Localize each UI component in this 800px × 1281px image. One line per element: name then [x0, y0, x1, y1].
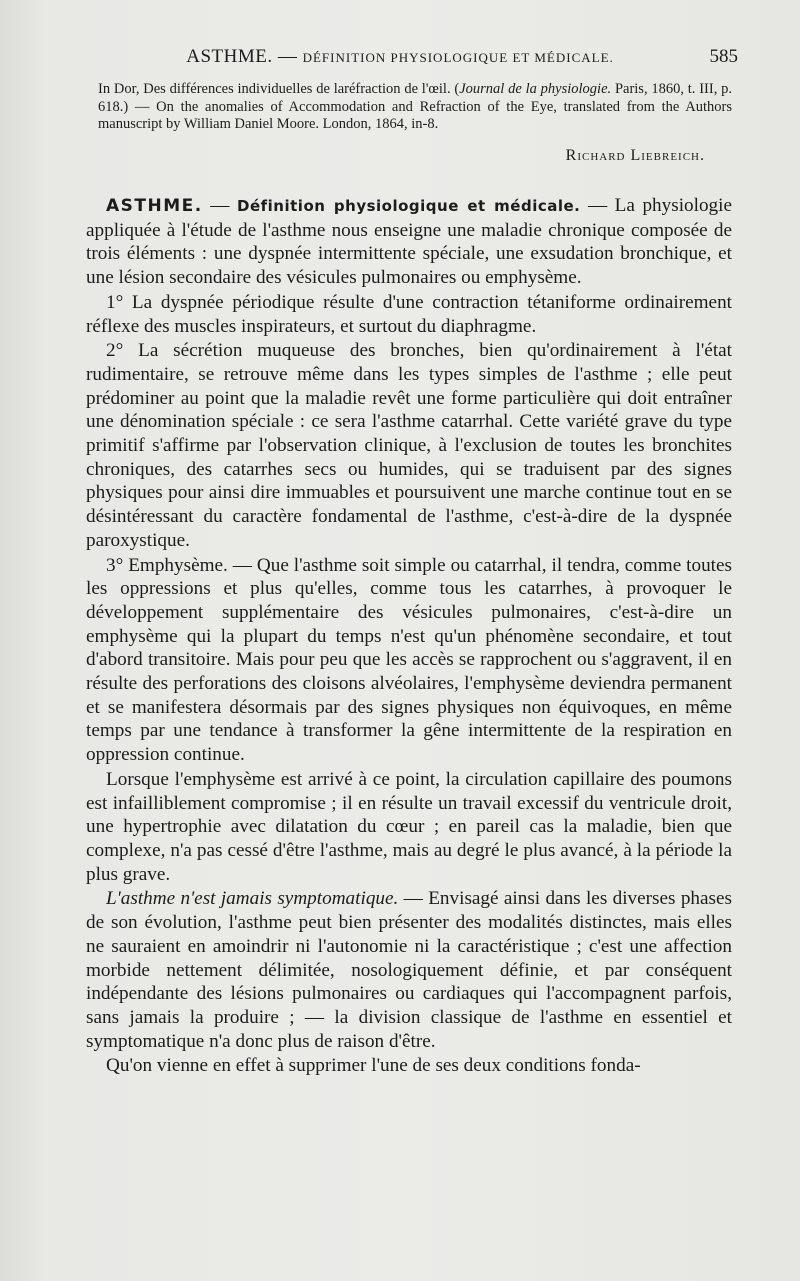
- intro-text: — La physiologie appliquée à l'étude de l'asthme nous enseigne une maladie chronique composée de trois éléments : une dyspnée intermittente spéciale, une exsudation bronchique, et une lésion secondaire des vésicules pulmonaires ou emphysème.: [86, 195, 732, 289]
- bibliography-text: [98, 81, 732, 134]
- article-heading-separator: —: [202, 195, 238, 216]
- symptomatique-text: — Envisagé ainsi dans les diverses phases de son évolution, l'asthme peut bien présenter des modalités distinctes, mais elles ne sauraient en amoindrir ni l'autonomie ni la caractéristique ; c'est une affection morbide nettement délimitée, nosologiquement définie, et par conséquent indépendante des lésions pulmonaires ou cardiaques qui l'accompagnent parfois, sans jamais la produire ; — la division classique de l'asthme en essentiel et symptomatique n'a donc plus de raison d'être.: [86, 888, 732, 1052]
- running-title-rest: DÉFINITION PHYSIOLOGIQUE ET MÉDICALE.: [302, 50, 614, 65]
- article-heading-sub: Définition physiologique et médicale.: [237, 197, 581, 215]
- running-title: [0, 46, 800, 68]
- symptomatique-heading: L'asthme n'est jamais symptomatique.: [106, 888, 399, 910]
- bibliography-text-b: Paris, 1860, t. III, p. 618.) — On the anomalies of Accommodation and Refraction of the Eye, translated from the Authors manuscript by William Daniel Moore. London, 1864, in-8.: [98, 81, 733, 132]
- running-header: [0, 46, 800, 76]
- paragraph-symptomatique: [86, 887, 732, 1053]
- page-number: 585: [709, 46, 738, 67]
- article-heading-main: ASTHME.: [106, 196, 203, 216]
- journal-title: Journal de la physiologie.: [459, 81, 612, 97]
- bibliography-reference: [98, 81, 732, 134]
- paragraph-secretion: 2° La sécrétion muqueuse des bronches, bien qu'ordinairement à l'état rudimentaire, se retrouve même dans les types simples de l'asthme ; elle peut prédominer au point que la maladie revêt une forme particulière qui doit entraîner une dénomination spéciale : ce sera l'asthme catarrhal. Cette variété grave du type primitif s'affirme par l'observation clinique, à l'exclusion de toutes les bronchites chroniques, des catarrhes secs ou humides, qui se traduisent par des signes physiques pour ainsi dire immuables et poursuivent une marche continue tout en se désintéressant du caractère fondamental de l'asthme, c'est-à-dire de la dyspnée paroxystique.: [86, 340, 732, 551]
- paragraph-dyspnee: 1° La dyspnée périodique résulte d'une contraction tétaniforme ordinairement réflexe des muscles inspirateurs, et surtout du diaphragme.: [86, 291, 732, 337]
- bibliography-text-a: In Dor, Des différences individuelles de laréfraction de l'œil. (: [98, 81, 460, 97]
- running-title-word: ASTHME.: [186, 46, 273, 67]
- article-intro-paragraph: [86, 194, 732, 290]
- paragraph-final: Qu'on vienne en effet à supprimer l'une de ses deux conditions fonda-: [106, 1055, 641, 1077]
- bibliography-author: Richard Liebreich.: [565, 147, 705, 164]
- running-title-separator: —: [277, 46, 298, 67]
- paragraph-circulation: Lorsque l'emphysème est arrivé à ce point, la circulation capillaire des poumons est infailliblement compromise ; il en résulte un travail excessif du ventricule droit, une hypertrophie avec dilatation du cœur ; en pareil cas la maladie, bien que complexe, n'a pas cessé d'être l'asthme, mais au degré le plus avancé, à la période la plus grave.: [86, 768, 732, 885]
- article-body: [86, 194, 732, 1079]
- paragraph-emphyseme: 3° Emphysème. — Que l'asthme soit simple ou catarrhal, il tendra, comme toutes les oppressions et plus qu'elles, comme tous les catarrhes, à provoquer le développement supplémentaire des vésicules pulmonaires, c'est-à-dire un emphysème qui la plupart du temps n'est qu'un phénomène secondaire, et tout d'abord transitoire. Mais pour peu que les accès se rapprochent ou s'aggravent, il en résulte des perforations des cloisons alvéolaires, l'emphysème deviendra permanent et se manifestera désormais par des signes physiques non équivoques, en même temps par une tendance à transformer la gêne intermittente de la respiration en oppression continue.: [86, 554, 732, 766]
